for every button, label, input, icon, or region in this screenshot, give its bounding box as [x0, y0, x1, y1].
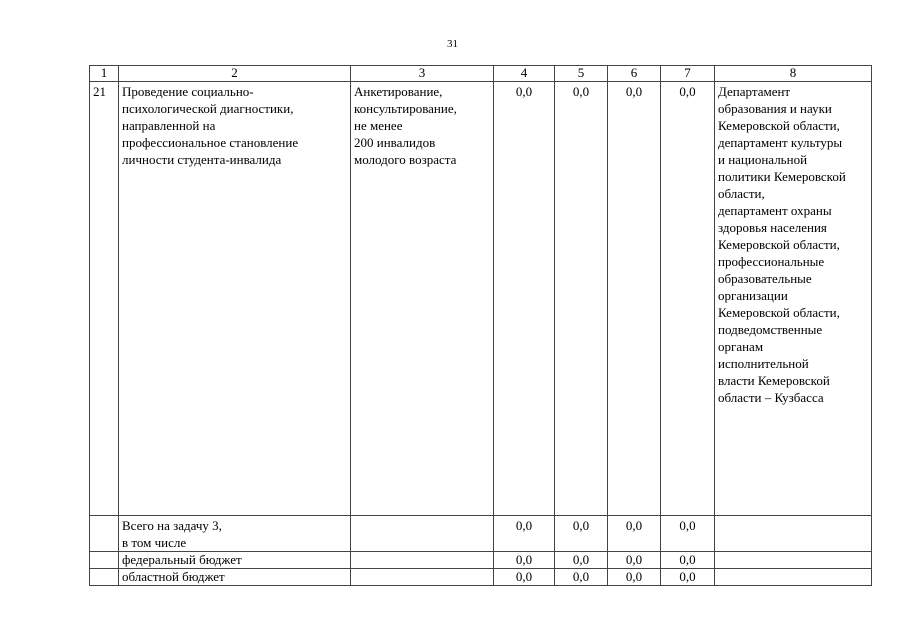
value-cell: 0,0 — [494, 82, 555, 516]
federal-budget-row — [90, 552, 872, 569]
page-number: 31 — [447, 38, 458, 50]
value-cell: 0,0 — [555, 82, 608, 516]
total-row — [90, 516, 872, 552]
executors-cell: Департамент образования и науки Кемеровской области, департамент культуры и национальной политики Кемеровской области, департамент охраны здоровья населения Кемеровской области, профессиональные образовательные организации Кемеровской области, подведомственные органам исполнительной власти Кемеровской области – Кузбасса — [715, 82, 872, 516]
budget-label: областной бюджет — [119, 569, 351, 586]
empty-cell — [90, 516, 119, 552]
empty-cell — [715, 569, 872, 586]
empty-cell — [351, 552, 494, 569]
empty-cell — [351, 569, 494, 586]
activity-cell: Проведение социально- психологической диагностики, направленной на профессиональное становление личности студента-инвалида — [119, 82, 351, 516]
budget-label: федеральный бюджет — [119, 552, 351, 569]
indicator-cell: Анкетирование, консультирование, не менее 200 инвалидов молодого возраста — [351, 82, 494, 516]
value-cell: 0,0 — [555, 569, 608, 586]
empty-cell — [90, 552, 119, 569]
value-cell: 0,0 — [608, 552, 661, 569]
empty-cell — [715, 516, 872, 552]
header-row — [90, 66, 872, 82]
header-cell: 4 — [494, 66, 555, 82]
value-cell: 0,0 — [661, 82, 715, 516]
header-cell: 8 — [715, 66, 872, 82]
value-cell: 0,0 — [494, 552, 555, 569]
value-cell: 0,0 — [555, 552, 608, 569]
header-cell: 7 — [661, 66, 715, 82]
empty-cell — [351, 516, 494, 552]
regional-budget-row — [90, 569, 872, 586]
value-cell: 0,0 — [661, 569, 715, 586]
header-cell: 2 — [119, 66, 351, 82]
total-label: Всего на задачу 3, в том числе — [119, 516, 351, 552]
value-cell: 0,0 — [608, 569, 661, 586]
value-cell: 0,0 — [661, 552, 715, 569]
empty-cell — [715, 552, 872, 569]
value-cell: 0,0 — [661, 516, 715, 552]
table-row — [90, 82, 872, 516]
value-cell: 0,0 — [494, 569, 555, 586]
program-table — [89, 65, 872, 586]
header-cell: 5 — [555, 66, 608, 82]
value-cell: 0,0 — [608, 516, 661, 552]
header-cell: 1 — [90, 66, 119, 82]
value-cell: 0,0 — [494, 516, 555, 552]
value-cell: 0,0 — [608, 82, 661, 516]
header-cell: 6 — [608, 66, 661, 82]
value-cell: 0,0 — [555, 516, 608, 552]
empty-cell — [90, 569, 119, 586]
header-cell: 3 — [351, 66, 494, 82]
row-number: 21 — [90, 82, 119, 516]
